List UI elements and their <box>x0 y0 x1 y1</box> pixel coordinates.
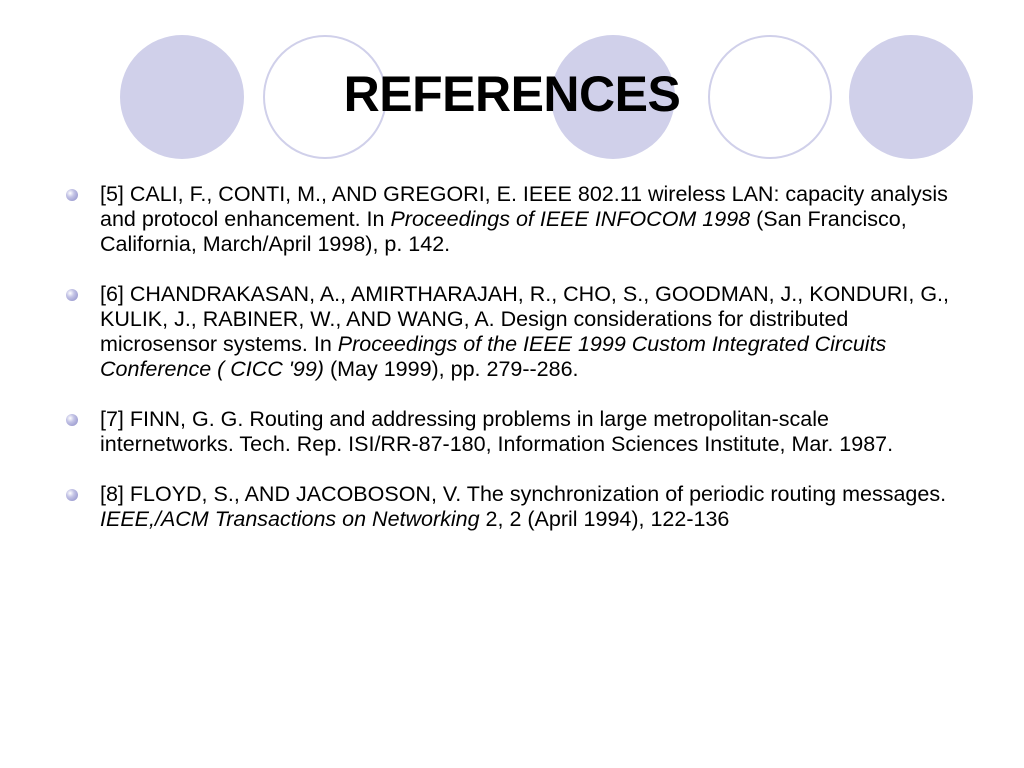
reference-text: [5] CALI, F., CONTI, M., AND GREGORI, E. IEEE 802.11 wireless LAN: capacity analysis and protocol enhancement. In <box>100 182 948 231</box>
reference-text: [8] FLOYD, S., AND JACOBOSON, V. The synchronization of periodic routing messages. <box>100 482 947 506</box>
reference-details: (San Francisco, California, March/April 1998), p. 142. <box>100 207 907 256</box>
reference-item <box>66 407 966 457</box>
bullet-icon <box>66 289 78 301</box>
page-title: REFERENCES <box>343 66 681 122</box>
bullet-icon <box>66 489 78 501</box>
reference-item <box>66 282 966 382</box>
reference-text: [6] CHANDRAKASAN, A., AMIRTHARAJAH, R., CHO, S., GOODMAN, J., KONDURI, G., KULIK, J., RABINER, W., AND WANG, A. Design considerations for distributed microsensor systems. In <box>100 282 949 356</box>
references-list <box>66 182 966 557</box>
reference-publication: Proceedings of IEEE INFOCOM 1998 <box>390 207 751 231</box>
reference-publication: Proceedings of the IEEE 1999 Custom Integrated Circuits Conference ( CICC '99) <box>100 332 887 381</box>
bullet-icon <box>66 414 78 426</box>
reference-item <box>66 182 966 257</box>
bullet-icon <box>66 189 78 201</box>
reference-text: [7] FINN, G. G. Routing and addressing problems in large metropolitan-scale internetworks. Tech. Rep. ISI/RR-87-180, Information Sciences Institute, Mar. 1987. <box>100 407 894 456</box>
reference-publication: IEEE,/ACM Transactions on Networking <box>100 507 480 531</box>
reference-details: 2, 2 (April 1994), 122-136 <box>479 507 730 531</box>
reference-item <box>66 482 966 532</box>
reference-details: (May 1999), pp. 279--286. <box>323 357 579 381</box>
